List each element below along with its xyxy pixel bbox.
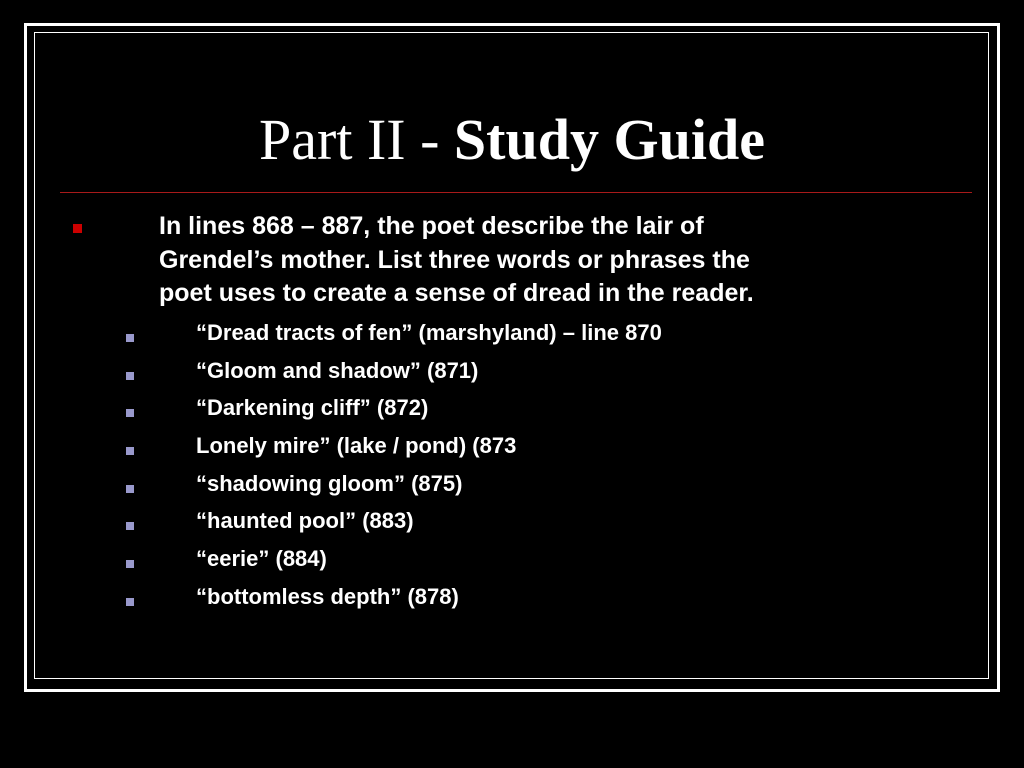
lavender-square-bullet-icon — [126, 560, 134, 568]
sub-bullet-text: “eerie” (884) — [196, 546, 327, 572]
sub-bullet-item — [0, 428, 900, 466]
sub-bullet-text: “Dread tracts of fen” (marshyland) – line 870 — [196, 320, 662, 345]
sub-bullet-item — [0, 353, 900, 391]
sub-bullet-text: “bottomless depth” (878) — [196, 583, 459, 609]
lavender-square-bullet-icon — [126, 485, 134, 493]
sub-bullet-text: “shadowing gloom” (875) — [196, 470, 463, 496]
sub-bullet-text: Lonely mire” (lake / pond) (873 — [196, 433, 517, 459]
lavender-square-bullet-icon — [126, 598, 134, 606]
lavender-square-bullet-icon — [126, 372, 134, 380]
red-square-bullet-icon — [73, 224, 82, 233]
lavender-square-bullet-icon — [126, 409, 134, 417]
sub-bullet-text: “Gloom and shadow” (871) — [196, 357, 479, 383]
slide-title — [0, 104, 1024, 176]
slide-title-emphasis: Study Guide — [453, 107, 765, 172]
title-divider — [60, 192, 972, 193]
main-bullet-text: In lines 868 – 887, the poet describe the lair of Grendel’s mother. List three words or phrases the poet uses to create a sense of dread in the reader. — [159, 212, 754, 307]
lavender-square-bullet-icon — [126, 334, 134, 342]
sub-bullet-text: “Darkening cliff” (872) — [196, 395, 429, 421]
lavender-square-bullet-icon — [126, 447, 134, 455]
sub-bullet-item — [0, 466, 900, 504]
slide-title-prefix: Part II - — [259, 107, 454, 172]
sub-bullet-item — [0, 541, 900, 579]
sub-bullet-item — [0, 579, 900, 617]
sub-bullet-list — [0, 315, 900, 617]
sub-bullet-item — [0, 315, 900, 353]
sub-bullet-item — [0, 503, 900, 541]
sub-bullet-item — [0, 390, 900, 428]
sub-bullet-text: “haunted pool” (883) — [196, 508, 414, 534]
lavender-square-bullet-icon — [126, 522, 134, 530]
